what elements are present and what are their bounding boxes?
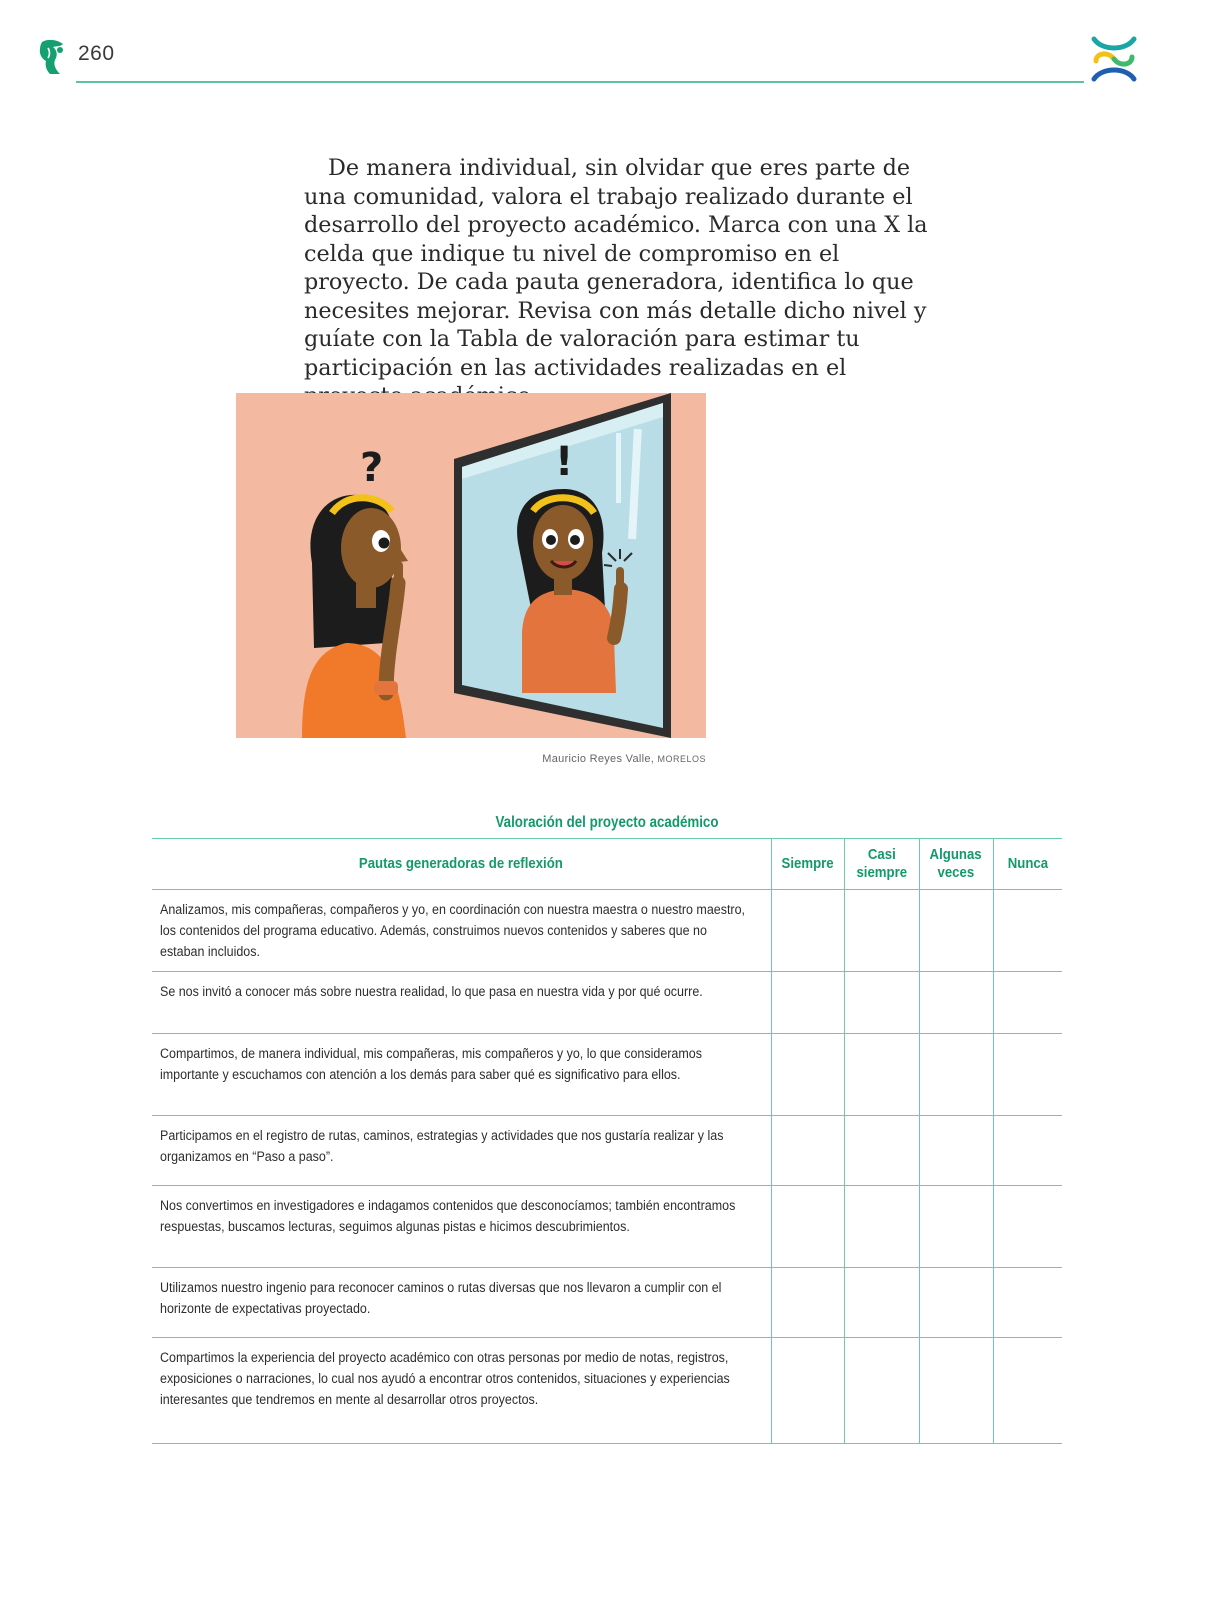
interlocking-curves-emblem-icon <box>1088 33 1140 85</box>
mark-cell-casi-siempre[interactable] <box>844 1186 919 1268</box>
mark-cell-casi-siempre[interactable] <box>844 890 919 972</box>
mark-cell-algunas-veces[interactable] <box>919 1338 993 1444</box>
prompt-text: Nos convertimos en investigadores e indagamos contenidos que desconocíamos; también encontramos respuestas, buscamos lecturas, seguimos algunas pistas e hicimos descubrimientos. <box>152 1186 771 1268</box>
table-row <box>152 1034 1062 1116</box>
mark-cell-siempre[interactable] <box>771 1186 844 1268</box>
mark-cell-siempre[interactable] <box>771 1034 844 1116</box>
table-row <box>152 1186 1062 1268</box>
mark-cell-siempre[interactable] <box>771 972 844 1034</box>
table-row <box>152 972 1062 1034</box>
mark-cell-nunca[interactable] <box>993 1268 1062 1338</box>
prompt-text: Compartimos, de manera individual, mis compañeras, mis compañeros y yo, lo que consideramos importante y escuchamos con atención a los demás para saber qué es significativo para ellos. <box>152 1034 771 1116</box>
mark-cell-siempre[interactable] <box>771 1338 844 1444</box>
credit-place: MORELOS <box>657 754 706 764</box>
mark-cell-algunas-veces[interactable] <box>919 890 993 972</box>
mark-cell-algunas-veces[interactable] <box>919 972 993 1034</box>
illustration-credit <box>470 753 706 765</box>
table-row <box>152 890 1062 972</box>
header-prompts: Pautas generadoras de reflexión <box>152 839 771 890</box>
prompt-text: Utilizamos nuestro ingenio para reconocer caminos o rutas diversas que nos llevaron a cumplir con el horizonte de expectativas proyectado. <box>152 1268 771 1338</box>
mark-cell-algunas-veces[interactable] <box>919 1268 993 1338</box>
prompt-text: Se nos invitó a conocer más sobre nuestra realidad, lo que pasa en nuestra vida y por qué ocurre. <box>152 972 771 1034</box>
mark-cell-nunca[interactable] <box>993 1116 1062 1186</box>
mark-cell-nunca[interactable] <box>993 1186 1062 1268</box>
header-nunca: Nunca <box>993 839 1062 890</box>
question-mark: ? <box>360 445 384 491</box>
credit-author: Mauricio Reyes Valle, <box>542 753 658 765</box>
table-row <box>152 1338 1062 1444</box>
mark-cell-casi-siempre[interactable] <box>844 1268 919 1338</box>
prompt-text: Participamos en el registro de rutas, caminos, estrategias y actividades que nos gustaría realizar y las organizamos en “Paso a paso”. <box>152 1116 771 1186</box>
green-leaf-figure-icon <box>36 38 68 76</box>
table-row <box>152 1116 1062 1186</box>
mark-cell-nunca[interactable] <box>993 1338 1062 1444</box>
header-siempre: Siempre <box>771 839 844 890</box>
table-header-row <box>152 839 1062 890</box>
mark-cell-nunca[interactable] <box>993 890 1062 972</box>
mark-cell-siempre[interactable] <box>771 890 844 972</box>
prompt-text: Analizamos, mis compañeras, compañeros y yo, en coordinación con nuestra maestra o nuestro maestro, los contenidos del programa educativo. Además, construimos nuevos contenidos y saberes que no estaban incluidos. <box>152 890 771 972</box>
prompt-text: Compartimos la experiencia del proyecto académico con otras personas por medio de notas, registros, exposiciones o narraciones, lo cual nos ayudó a encontrar otros contenidos, situaciones y experiencias interesantes que tendremos en mente al desarrollar otros proyectos. <box>152 1338 771 1444</box>
mark-cell-casi-siempre[interactable] <box>844 1034 919 1116</box>
mark-cell-casi-siempre[interactable] <box>844 1116 919 1186</box>
header-casi-siempre: Casi siempre <box>844 839 919 890</box>
mark-cell-algunas-veces[interactable] <box>919 1034 993 1116</box>
mark-cell-algunas-veces[interactable] <box>919 1186 993 1268</box>
evaluation-table <box>152 838 1062 1444</box>
mark-cell-nunca[interactable] <box>993 972 1062 1034</box>
mark-cell-siempre[interactable] <box>771 1116 844 1186</box>
table-title: Valoración del proyecto académico <box>495 814 719 831</box>
mark-cell-siempre[interactable] <box>771 1268 844 1338</box>
mark-cell-nunca[interactable] <box>993 1034 1062 1116</box>
mark-cell-casi-siempre[interactable] <box>844 972 919 1034</box>
mark-cell-algunas-veces[interactable] <box>919 1116 993 1186</box>
girl-looking-in-mirror-illustration <box>236 393 706 738</box>
mark-cell-casi-siempre[interactable] <box>844 1338 919 1444</box>
header-algunas-veces: Algunas veces <box>919 839 993 890</box>
page-number: 260 <box>78 42 115 65</box>
table-row <box>152 1268 1062 1338</box>
header-rule <box>76 81 1084 83</box>
intro-paragraph: De manera individual, sin olvidar que eres parte de una comunidad, valora el trabajo realizado durante el desarrollo del proyecto académico. Marca con una X la celda que indique tu nivel de compromiso en el proyecto. De cada pauta generadora, identifica lo que necesites mejorar. Revisa con más detalle dicho nivel y guíate con la Tabla de valoración para estimar tu participación en las actividades realizadas en el <box>304 155 928 381</box>
exclamation-mark: ! <box>555 439 574 485</box>
